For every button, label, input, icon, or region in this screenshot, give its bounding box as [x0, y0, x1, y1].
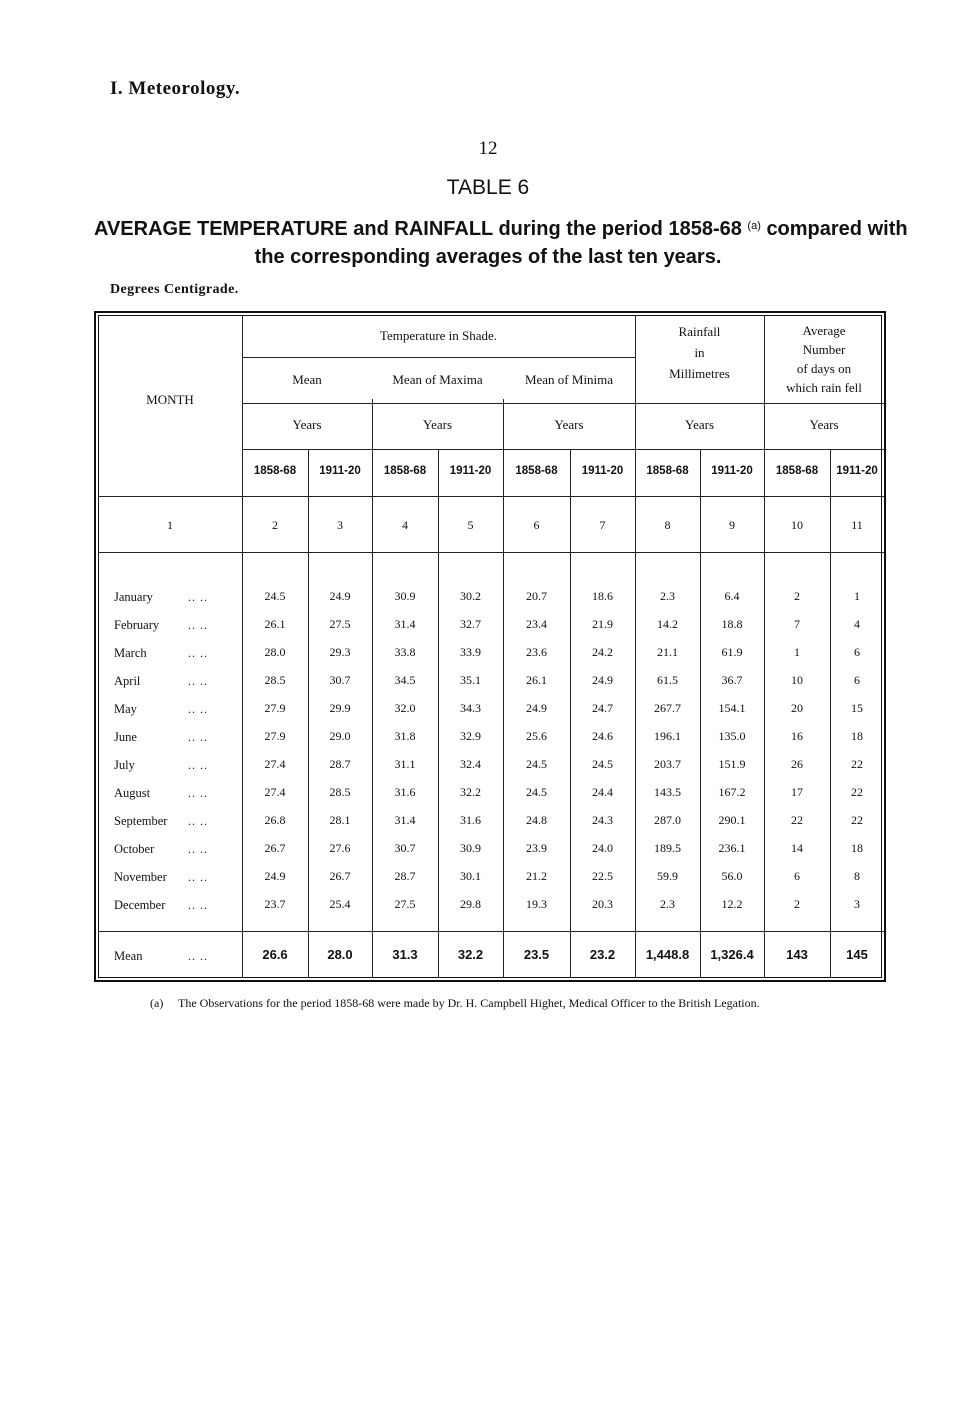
- column-number: 1: [167, 518, 173, 532]
- table-cell: 29.9: [329, 701, 351, 715]
- table-cell: 61.5: [657, 673, 678, 687]
- table-cell: 1: [794, 645, 800, 659]
- table-cell: 20: [791, 701, 803, 715]
- rainfall-header: [635, 325, 764, 382]
- data-table: [94, 311, 886, 982]
- rain-days-header: [764, 322, 884, 397]
- table-cell: 36.7: [721, 673, 743, 687]
- table-cell: 32.2: [460, 785, 481, 799]
- table-cell: 18.8: [721, 617, 743, 631]
- rule: [242, 403, 884, 404]
- table-cell: 6: [794, 869, 800, 883]
- month-label: January: [114, 590, 153, 604]
- table-cell: 35.1: [460, 673, 481, 687]
- table-cell: 29.3: [329, 645, 351, 659]
- table-cell: 29.8: [460, 897, 481, 911]
- table-cell: 30.9: [460, 841, 481, 855]
- period-label: 1911-20: [836, 465, 878, 477]
- table-cell: 22: [851, 757, 863, 771]
- table-cell: 23.9: [526, 841, 547, 855]
- footnote-text: The Observations for the period 1858-68 were made by Dr. H. Campbell Highet, Medical Officer to the British Legation.: [178, 996, 760, 1010]
- table-cell: 2: [794, 589, 800, 603]
- mean-cell: 26.6: [262, 947, 288, 962]
- table-cell: 24.0: [592, 841, 613, 855]
- table-cell: 135.0: [718, 729, 746, 743]
- table-cell: 27.9: [264, 701, 286, 715]
- mean-cell: 143: [786, 947, 808, 962]
- leader-dots: .. ..: [188, 646, 208, 660]
- month-label: October: [114, 842, 155, 856]
- table-cell: 154.1: [718, 701, 746, 715]
- mean-cell: 23.5: [523, 947, 550, 962]
- table-cell: 56.0: [721, 869, 743, 883]
- column-number: 10: [791, 518, 803, 532]
- table-cell: 12.2: [721, 897, 743, 911]
- footnote-mark: (a): [150, 996, 164, 1010]
- table-cell: 6: [854, 673, 860, 687]
- table-cell: 10: [791, 673, 803, 687]
- units-label: Degrees Centigrade.: [110, 282, 239, 297]
- table-cell: 6.4: [724, 589, 740, 603]
- table-cell: 31.4: [394, 617, 416, 631]
- table-cell: 2: [794, 897, 800, 911]
- table-cell: 24.9: [592, 673, 613, 687]
- table-cell: 28.1: [329, 813, 351, 827]
- table-cell: 29.0: [329, 729, 351, 743]
- table-cell: 26.1: [264, 617, 286, 631]
- mean-cell: 1,326.4: [710, 947, 754, 962]
- table-cell: 32.4: [460, 757, 481, 771]
- month-label: September: [114, 814, 168, 828]
- table-cell: 27.6: [329, 841, 351, 855]
- section-heading: I. Meteorology.: [110, 78, 241, 99]
- column-number: 6: [533, 518, 540, 532]
- table-cell: 24.9: [264, 869, 286, 883]
- table-cell: 28.5: [329, 785, 351, 799]
- title-footnote-mark: (a): [747, 220, 761, 232]
- table-cell: 22: [791, 813, 803, 827]
- table-cell: 151.9: [718, 757, 746, 771]
- table-cell: 21.1: [657, 645, 678, 659]
- leader-dots: .. ..: [188, 898, 208, 912]
- column-number: 7: [599, 518, 606, 532]
- leader-dots: .. ..: [188, 949, 208, 963]
- table-cell: 34.3: [460, 701, 481, 715]
- table-cell: 31.4: [394, 813, 416, 827]
- years-label: Years: [554, 417, 584, 432]
- table-cell: 31.1: [394, 757, 416, 771]
- table-cell: 31.6: [460, 813, 481, 827]
- table-cell: 32.0: [394, 701, 416, 715]
- month-label: April: [114, 674, 141, 688]
- rainfall-header-line: Millimetres: [669, 365, 730, 381]
- mean-cell: 23.2: [589, 947, 616, 962]
- leader-dots: .. ..: [188, 590, 208, 604]
- leader-dots: .. ..: [188, 730, 208, 744]
- table-cell: 21.9: [592, 617, 613, 631]
- table-cell: 203.7: [654, 757, 681, 771]
- mean-cell: 28.0: [327, 947, 353, 962]
- month-label: July: [114, 758, 135, 772]
- table-cell: 196.1: [654, 729, 681, 743]
- table-cell: 167.2: [718, 785, 746, 799]
- leader-dots: .. ..: [188, 870, 208, 884]
- table-cell: 24.7: [592, 701, 613, 715]
- table-cell: 143.5: [654, 785, 681, 799]
- table-cell: 59.9: [657, 869, 678, 883]
- table-cell: 24.5: [264, 589, 286, 603]
- table-cell: 6: [854, 645, 860, 659]
- table-cell: 27.9: [264, 729, 286, 743]
- period-label: 1911-20: [581, 465, 624, 477]
- table-cell: 30.9: [394, 589, 416, 603]
- table-cell: 18.6: [592, 589, 613, 603]
- rule: [98, 496, 884, 497]
- table-cell: 22: [851, 813, 863, 827]
- table-cell: 18: [851, 841, 863, 855]
- rule: [242, 449, 884, 450]
- table-cell: 14: [791, 841, 803, 855]
- table-cell: 27.4: [264, 785, 286, 799]
- rule: [98, 552, 884, 553]
- leader-dots: .. ..: [188, 842, 208, 856]
- column-number: 9: [729, 518, 735, 532]
- table-cell: 4: [854, 617, 860, 631]
- footnote: [150, 994, 880, 1012]
- table-cell: 30.2: [460, 589, 481, 603]
- month-header: MONTH: [146, 392, 194, 407]
- leader-dots: .. ..: [188, 674, 208, 688]
- page-number: 12: [478, 138, 498, 159]
- table-cell: 20.7: [526, 589, 547, 603]
- period-label: 1858-68: [253, 465, 297, 477]
- table-cell: 23.6: [526, 645, 547, 659]
- column-number: 11: [851, 518, 863, 532]
- period-label: 1858-68: [775, 465, 819, 477]
- table-cell: 24.4: [592, 785, 613, 799]
- period-label: 1858-68: [646, 465, 689, 477]
- column-number: 3: [337, 518, 343, 532]
- table-cell: 27.4: [264, 757, 286, 771]
- title-text: AVERAGE TEMPERATURE and RAINFALL during the period 1858-68: [94, 218, 742, 240]
- group-mean-of-maxima: Mean of Maxima: [392, 372, 483, 387]
- title-text-end: compared with: [766, 218, 908, 240]
- table-cell: 32.7: [460, 617, 481, 631]
- mean-cell: 31.3: [392, 947, 418, 962]
- table-cell: 20.3: [592, 897, 613, 911]
- rule: [242, 357, 635, 358]
- table-cell: 26.7: [264, 841, 286, 855]
- leader-dots: .. ..: [188, 618, 208, 632]
- table-title-line-2: the corresponding averages of the last ten years.: [254, 246, 722, 268]
- month-label: June: [114, 730, 137, 744]
- table-cell: 27.5: [394, 897, 416, 911]
- rainfall-header-line: Rainfall: [678, 324, 721, 339]
- table-cell: 19.3: [526, 897, 547, 911]
- table-cell: 3: [854, 897, 860, 911]
- table-cell: 33.9: [460, 645, 481, 659]
- years-label: Years: [684, 417, 714, 432]
- table-cell: 28.7: [329, 757, 351, 771]
- period-label: 1858-68: [515, 465, 558, 477]
- table-cell: 24.3: [592, 813, 613, 827]
- table-cell: 26.7: [329, 869, 351, 883]
- month-label: November: [114, 870, 167, 884]
- table-cell: 18: [851, 729, 863, 743]
- period-label: 1911-20: [711, 465, 753, 477]
- table-cell: 1: [854, 589, 860, 603]
- table-cell: 23.7: [264, 897, 286, 911]
- table-cell: 31.8: [394, 729, 416, 743]
- mean-cell: 32.2: [457, 947, 484, 962]
- group-mean-of-minima: Mean of Minima: [524, 372, 614, 387]
- table-cell: 27.5: [329, 617, 351, 631]
- month-label: August: [114, 786, 151, 800]
- table-cell: 26: [791, 757, 803, 771]
- leader-dots: .. ..: [188, 758, 208, 772]
- table-cell: 24.5: [526, 785, 547, 799]
- column-number: 8: [664, 518, 671, 532]
- leader-dots: .. ..: [188, 786, 208, 800]
- table-cell: 24.5: [592, 757, 613, 771]
- table-cell: 25.4: [329, 897, 351, 911]
- rain-days-header-line: Number: [802, 341, 846, 357]
- table-cell: 267.7: [654, 701, 681, 715]
- table-cell: 21.2: [526, 869, 547, 883]
- table-cell: 31.6: [394, 785, 416, 799]
- leader-dots: .. ..: [188, 702, 208, 716]
- leader-dots: .. ..: [188, 814, 208, 828]
- rule: [503, 399, 504, 978]
- table-cell: 28.0: [264, 645, 286, 659]
- table-cell: 24.8: [526, 813, 547, 827]
- column-number: 2: [272, 518, 278, 532]
- table-cell: 2.3: [660, 897, 675, 911]
- column-number: 5: [467, 518, 474, 532]
- years-label: Years: [422, 417, 452, 432]
- table-cell: 28.5: [264, 673, 286, 687]
- table-cell: 287.0: [654, 813, 681, 827]
- table-cell: 14.2: [657, 617, 678, 631]
- table-cell: 34.5: [394, 673, 416, 687]
- rainfall-header-line: in: [694, 344, 705, 360]
- month-label: May: [114, 702, 137, 716]
- period-label: 1911-20: [449, 465, 492, 477]
- table-cell: 30.1: [460, 869, 481, 883]
- table-cell: 28.7: [394, 869, 416, 883]
- mean-label: Mean: [114, 949, 143, 963]
- month-label: March: [114, 646, 147, 660]
- rule: [372, 399, 373, 978]
- table-cell: 24.9: [329, 589, 351, 603]
- table-cell: 30.7: [394, 841, 416, 855]
- table-cell: 189.5: [654, 841, 681, 855]
- table-cell: 22.5: [592, 869, 613, 883]
- column-number: 4: [402, 518, 408, 532]
- rain-days-header-line: of days on: [796, 360, 852, 376]
- table-cell: 15: [851, 701, 863, 715]
- table-cell: 236.1: [718, 841, 746, 855]
- rule: [98, 931, 884, 932]
- table-cell: 24.9: [526, 701, 547, 715]
- table-cell: 26.8: [264, 813, 286, 827]
- table-cell: 23.4: [526, 617, 547, 631]
- rain-days-header-line: Average: [802, 323, 846, 338]
- table-cell: 30.7: [329, 673, 351, 687]
- period-label: 1858-68: [383, 465, 427, 477]
- table-cell: 32.9: [460, 729, 481, 743]
- temperature-header: Temperature in Shade.: [379, 328, 498, 343]
- period-label: 1911-20: [319, 465, 361, 477]
- rain-days-header-line: which rain fell: [786, 379, 862, 395]
- table-title-line-1: [94, 218, 908, 241]
- table-cell: 33.8: [394, 645, 416, 659]
- table-cell: 290.1: [718, 813, 746, 827]
- years-label: Years: [809, 417, 839, 432]
- mean-cell: 1,448.8: [645, 947, 690, 962]
- table-cell: 7: [794, 617, 800, 631]
- table-cell: 22: [851, 785, 863, 799]
- table-cell: 25.6: [526, 729, 547, 743]
- table-cell: 24.5: [526, 757, 547, 771]
- table-cell: 24.2: [592, 645, 613, 659]
- table-cell: 16: [791, 729, 803, 743]
- month-label: February: [114, 618, 160, 632]
- mean-cell: 145: [846, 947, 868, 962]
- table-cell: 61.9: [721, 645, 743, 659]
- years-label: Years: [292, 417, 322, 432]
- group-mean: Mean: [292, 372, 322, 387]
- table-cell: 26.1: [526, 673, 547, 687]
- month-label: December: [114, 898, 166, 912]
- table-label: TABLE 6: [446, 176, 530, 199]
- table-cell: 24.6: [592, 729, 613, 743]
- table-cell: 8: [854, 869, 860, 883]
- table-cell: 17: [791, 785, 803, 799]
- table-cell: 2.3: [660, 589, 675, 603]
